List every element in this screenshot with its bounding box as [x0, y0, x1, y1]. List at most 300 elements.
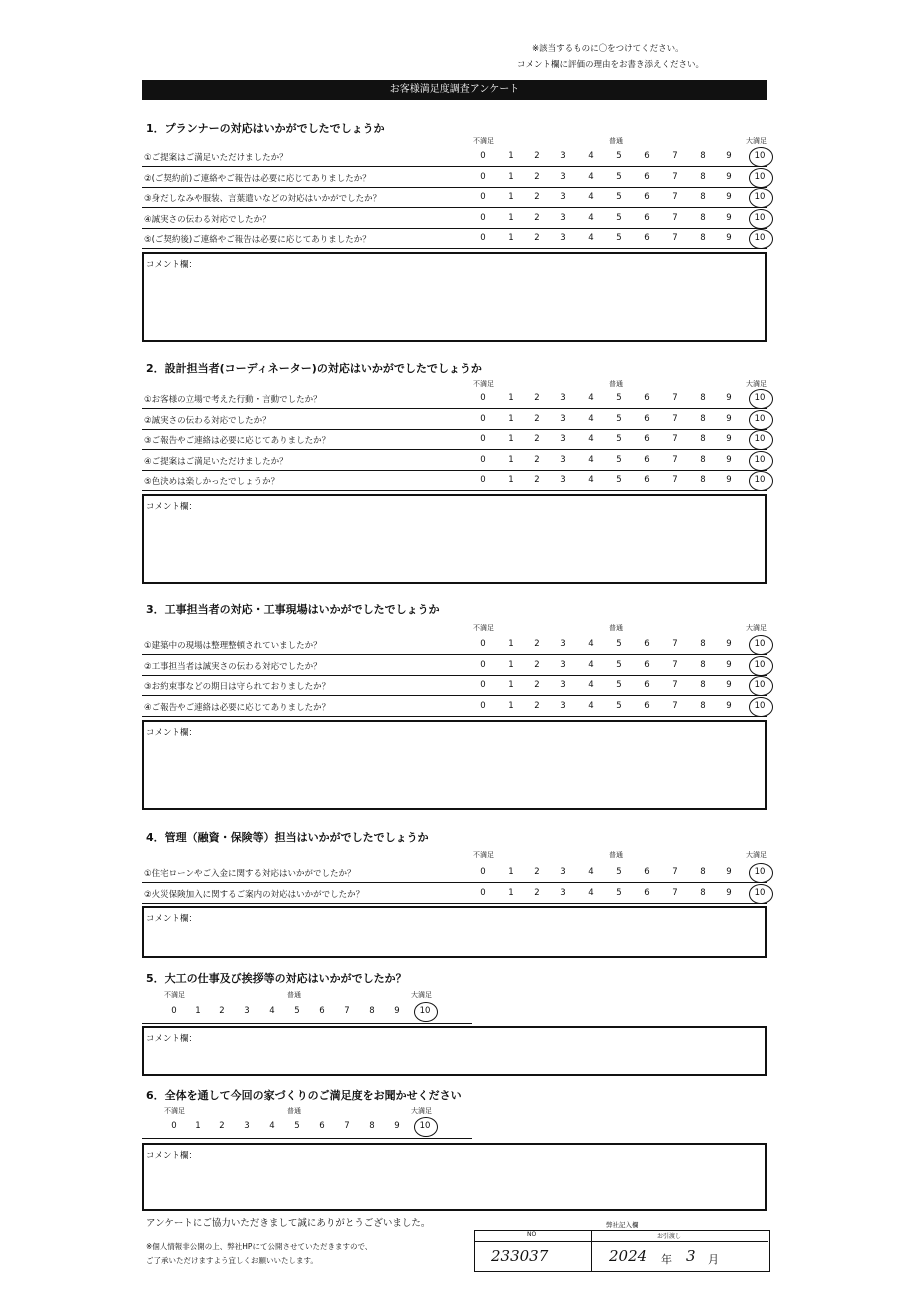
rating-option-8[interactable]: 8: [700, 454, 706, 465]
comment-box[interactable]: [142, 1026, 767, 1076]
rating-option-7[interactable]: 7: [672, 192, 678, 202]
rating-option-0[interactable]: 0: [480, 454, 486, 465]
rating-option-5[interactable]: 5: [616, 233, 622, 243]
question-row: [142, 411, 767, 430]
question-text: ①住宅ローンやご入金に関する対応はいかがでしたか？: [144, 869, 356, 879]
rating-option-1[interactable]: 1: [508, 233, 514, 243]
rating-option-0[interactable]: 0: [480, 680, 486, 690]
rating-option-5[interactable]: 5: [294, 1121, 300, 1131]
survey-number: 233037: [491, 1247, 549, 1265]
rating-option-2[interactable]: 2: [534, 393, 540, 403]
scale-underline: [142, 1138, 472, 1139]
question-text: ④ご報告やご連絡は必要に応じてありましたか？: [144, 702, 331, 713]
rating-option-1[interactable]: 1: [508, 475, 514, 485]
selected-rating-circle: [749, 676, 773, 696]
rating-option-6[interactable]: 6: [644, 171, 650, 182]
rating-option-9[interactable]: 9: [726, 680, 732, 690]
rating-option-3[interactable]: 3: [560, 212, 566, 223]
selected-rating-circle: [749, 410, 773, 430]
question-text: ③身だしなみや服装、言葉遣いなどの対応はいかがでしたか？: [144, 194, 382, 204]
selected-rating-circle: [414, 1117, 438, 1137]
rating-option-2[interactable]: 2: [534, 192, 540, 202]
comment-label: コメント欄：: [146, 502, 198, 512]
rating-option-5[interactable]: 5: [616, 639, 622, 649]
selected-rating-circle: [749, 229, 773, 249]
selected-rating-circle: [749, 697, 773, 717]
comment-box[interactable]: [142, 252, 767, 342]
rating-option-10[interactable]: 10: [754, 867, 766, 877]
office-use-box: [474, 1230, 770, 1272]
office-use-label: 弊社記入欄: [606, 1221, 639, 1229]
rating-option-3[interactable]: 3: [560, 434, 566, 444]
rating-option-3[interactable]: 3: [560, 171, 566, 182]
scale-high-label: 大満足: [746, 851, 767, 859]
rating-option-7[interactable]: 7: [672, 659, 678, 670]
rating-option-9[interactable]: 9: [726, 171, 732, 182]
comment-box[interactable]: [142, 1143, 767, 1211]
rating-option-3[interactable]: 3: [560, 233, 566, 243]
rating-option-6[interactable]: 6: [644, 454, 650, 465]
rating-option-10[interactable]: 10: [754, 700, 766, 711]
question-text: ④ご提案はご満足いただけましたか？: [144, 456, 288, 467]
rating-option-6[interactable]: 6: [644, 659, 650, 670]
handover-label: お引渡し: [657, 1233, 682, 1240]
question-text: ⑤(ご契約後)ご連絡やご報告は必要に応じてありましたか？: [144, 235, 371, 245]
question-row: [142, 390, 767, 409]
rating-option-5[interactable]: 5: [616, 192, 622, 202]
survey-title-bar: お客様満足度調査アンケート: [142, 80, 767, 100]
scale-high-label: 大満足: [411, 1107, 432, 1115]
rating-option-10[interactable]: 10: [754, 233, 766, 243]
selected-rating-circle: [749, 209, 773, 229]
question-text: ②工事担当者は誠実さの伝わる対応でしたか？: [144, 661, 322, 672]
rating-option-1[interactable]: 1: [508, 680, 514, 690]
rating-option-10[interactable]: 10: [754, 475, 766, 485]
scale-mid-label: 普通: [609, 851, 623, 859]
rating-option-1[interactable]: 1: [508, 212, 514, 223]
rating-option-6[interactable]: 6: [644, 233, 650, 243]
rating-option-7[interactable]: 7: [672, 233, 678, 243]
rating-option-7[interactable]: 7: [672, 680, 678, 690]
rating-option-4[interactable]: 4: [588, 454, 594, 465]
rating-option-5[interactable]: 5: [616, 212, 622, 223]
scale-low-label: 不満足: [473, 624, 494, 632]
rating-option-7[interactable]: 7: [672, 475, 678, 485]
rating-option-8[interactable]: 8: [700, 680, 706, 690]
rating-option-4[interactable]: 4: [588, 171, 594, 182]
rating-option-9[interactable]: 9: [726, 475, 732, 485]
rating-option-3[interactable]: 3: [560, 700, 566, 711]
rating-option-9[interactable]: 9: [726, 700, 732, 711]
question-row: [142, 210, 767, 229]
selected-rating-circle: [414, 1002, 438, 1022]
rating-option-6[interactable]: 6: [319, 1121, 325, 1131]
comment-box[interactable]: [142, 720, 767, 810]
rating-option-1[interactable]: 1: [508, 434, 514, 444]
question-text: ④誠実さの伝わる対応でしたか？: [144, 214, 271, 225]
selected-rating-circle: [749, 389, 773, 409]
rating-option-1[interactable]: 1: [508, 151, 514, 161]
scale-high-label: 大満足: [746, 624, 767, 632]
rating-option-1[interactable]: 1: [508, 659, 514, 670]
rating-option-7[interactable]: 7: [672, 171, 678, 182]
rating-option-1[interactable]: 1: [508, 887, 514, 898]
rating-option-2[interactable]: 2: [534, 475, 540, 485]
rating-option-0[interactable]: 0: [480, 233, 486, 243]
rating-option-2[interactable]: 2: [534, 151, 540, 161]
rating-option-8[interactable]: 8: [700, 475, 706, 485]
question-row: [142, 169, 767, 188]
comment-label: コメント欄：: [146, 1034, 198, 1044]
rating-option-5[interactable]: 5: [616, 171, 622, 182]
privacy-note-1: ※個人情報非公開の上、弊社HPにて公開させていただきますので、: [146, 1242, 373, 1251]
rating-option-5[interactable]: 5: [616, 700, 622, 711]
scale-high-label: 大満足: [746, 137, 767, 145]
question-row: [142, 636, 767, 655]
rating-option-6[interactable]: 6: [644, 475, 650, 485]
rating-option-8[interactable]: 8: [700, 413, 706, 424]
month-unit: 月: [708, 1253, 719, 1266]
comment-box[interactable]: [142, 906, 767, 958]
question-row: [142, 864, 767, 883]
rating-option-10[interactable]: 10: [754, 413, 766, 424]
rating-option-7[interactable]: 7: [672, 434, 678, 444]
comment-label: コメント欄：: [146, 914, 198, 924]
rating-option-6[interactable]: 6: [644, 680, 650, 690]
scale-mid-label: 普通: [609, 137, 623, 145]
rating-option-9[interactable]: 9: [726, 887, 732, 898]
selected-rating-circle: [749, 451, 773, 471]
rating-option-9[interactable]: 9: [726, 212, 732, 223]
rating-option-6[interactable]: 6: [644, 151, 650, 161]
rating-option-4[interactable]: 4: [588, 212, 594, 223]
rating-option-1[interactable]: 1: [508, 393, 514, 403]
rating-option-4[interactable]: 4: [588, 434, 594, 444]
rating-option-2[interactable]: 2: [534, 639, 540, 649]
question-row: [142, 452, 767, 471]
rating-option-8[interactable]: 8: [700, 700, 706, 711]
rating-option-5[interactable]: 5: [616, 475, 622, 485]
rating-option-4[interactable]: 4: [588, 887, 594, 898]
rating-option-1[interactable]: 1: [508, 867, 514, 877]
question-text: ⑤色決めは楽しかったでしょうか？: [144, 477, 280, 487]
rating-option-3[interactable]: 3: [560, 393, 566, 403]
question-row: [142, 885, 767, 904]
rating-option-10[interactable]: 10: [754, 434, 766, 444]
rating-option-4[interactable]: 4: [588, 393, 594, 403]
section-title: 6．全体を通して今回の家づくりのご満足度をお聞かせください: [146, 1089, 462, 1102]
question-text: ②(ご契約前)ご連絡やご報告は必要に応じてありましたか？: [144, 173, 371, 184]
question-row: [142, 657, 767, 676]
rating-option-8[interactable]: 8: [700, 887, 706, 898]
scale-low-label: 不満足: [473, 380, 494, 388]
rating-option-10[interactable]: 10: [754, 659, 766, 670]
rating-option-2[interactable]: 2: [534, 434, 540, 444]
rating-option-5[interactable]: 5: [294, 1006, 300, 1016]
question-text: ③お約束事などの期日は守られておりましたか？: [144, 682, 331, 692]
rating-option-8[interactable]: 8: [700, 171, 706, 182]
question-text: ①ご提案はご満足いただけましたか？: [144, 153, 288, 163]
rating-option-3[interactable]: 3: [244, 1006, 250, 1016]
handover-month: 3: [686, 1247, 696, 1265]
rating-option-7[interactable]: 7: [672, 454, 678, 465]
selected-rating-circle: [749, 863, 773, 883]
scale-mid-label: 普通: [609, 624, 623, 632]
section-title: 3．工事担当者の対応・工事現場はいかがでしたでしょうか: [146, 603, 440, 616]
selected-rating-circle: [749, 188, 773, 208]
handover-year: 2024: [609, 1247, 648, 1265]
rating-option-10[interactable]: 10: [754, 171, 766, 182]
rating-option-2[interactable]: 2: [534, 454, 540, 465]
rating-option-4[interactable]: 4: [269, 1121, 275, 1131]
rating-option-4[interactable]: 4: [588, 192, 594, 202]
rating-option-10[interactable]: 10: [754, 151, 766, 161]
rating-option-3[interactable]: 3: [560, 475, 566, 485]
rating-option-4[interactable]: 4: [588, 475, 594, 485]
rating-option-1[interactable]: 1: [508, 171, 514, 182]
rating-option-3[interactable]: 3: [560, 680, 566, 690]
rating-option-7[interactable]: 7: [672, 639, 678, 649]
selected-rating-circle: [749, 430, 773, 450]
rating-option-3[interactable]: 3: [244, 1121, 250, 1131]
rating-option-0[interactable]: 0: [480, 659, 486, 670]
comment-label: コメント欄：: [146, 260, 198, 270]
privacy-note-2: ご了承いただけますよう宜しくお願いいたします。: [146, 1256, 318, 1265]
rating-option-2[interactable]: 2: [219, 1121, 225, 1131]
rating-option-5[interactable]: 5: [616, 659, 622, 670]
rating-option-6[interactable]: 6: [644, 192, 650, 202]
rating-option-7[interactable]: 7: [672, 867, 678, 877]
instruction-note-1: ※該当するものに〇をつけてください。: [532, 44, 684, 54]
rating-option-1[interactable]: 1: [195, 1121, 201, 1131]
selected-rating-circle: [749, 471, 773, 491]
rating-option-8[interactable]: 8: [700, 192, 706, 202]
selected-rating-circle: [749, 147, 773, 167]
rating-option-9[interactable]: 9: [394, 1121, 400, 1131]
rating-option-6[interactable]: 6: [644, 434, 650, 444]
rating-option-10[interactable]: 10: [754, 454, 766, 465]
rating-option-5[interactable]: 5: [616, 454, 622, 465]
rating-option-4[interactable]: 4: [588, 659, 594, 670]
rating-option-5[interactable]: 5: [616, 887, 622, 898]
rating-option-3[interactable]: 3: [560, 151, 566, 161]
rating-option-5[interactable]: 5: [616, 393, 622, 403]
rating-option-10[interactable]: 10: [419, 1006, 431, 1016]
rating-option-0[interactable]: 0: [480, 413, 486, 424]
rating-option-6[interactable]: 6: [644, 700, 650, 711]
comment-label: コメント欄：: [146, 1151, 198, 1161]
rating-option-6[interactable]: 6: [644, 413, 650, 424]
rating-option-1[interactable]: 1: [195, 1006, 201, 1016]
stamp-column-divider: [591, 1231, 592, 1271]
rating-option-4[interactable]: 4: [588, 639, 594, 649]
rating-option-6[interactable]: 6: [319, 1006, 325, 1016]
rating-option-1[interactable]: 1: [508, 454, 514, 465]
rating-option-8[interactable]: 8: [369, 1006, 375, 1016]
rating-option-0[interactable]: 0: [480, 867, 486, 877]
rating-option-4[interactable]: 4: [588, 700, 594, 711]
rating-option-0[interactable]: 0: [480, 700, 486, 711]
rating-option-0[interactable]: 0: [480, 212, 486, 223]
rating-option-5[interactable]: 5: [616, 867, 622, 877]
rating-option-3[interactable]: 3: [560, 639, 566, 649]
rating-option-2[interactable]: 2: [534, 867, 540, 877]
rating-option-10[interactable]: 10: [754, 212, 766, 223]
rating-option-10[interactable]: 10: [754, 639, 766, 649]
section-title: 5．大工の仕事及び挨拶等の対応はいかがでしたか？: [146, 972, 407, 985]
rating-option-5[interactable]: 5: [616, 151, 622, 161]
scale-mid-label: 普通: [287, 1107, 301, 1115]
rating-option-10[interactable]: 10: [754, 680, 766, 690]
rating-option-3[interactable]: 3: [560, 867, 566, 877]
rating-option-7[interactable]: 7: [344, 1121, 350, 1131]
rating-option-4[interactable]: 4: [588, 413, 594, 424]
instruction-note-2: コメント欄に評価の理由をお書き添えください。: [517, 60, 705, 70]
question-row: [142, 230, 767, 249]
rating-option-3[interactable]: 3: [560, 454, 566, 465]
thanks-text: アンケートにご協力いただきまして誠にありがとうございました。: [146, 1218, 431, 1229]
rating-option-9[interactable]: 9: [726, 454, 732, 465]
question-text: ②誠実さの伝わる対応でしたか？: [144, 415, 271, 426]
rating-option-9[interactable]: 9: [726, 393, 732, 403]
section-title: 1．プランナーの対応はいかがでしたでしょうか: [146, 122, 385, 135]
rating-option-0[interactable]: 0: [480, 393, 486, 403]
rating-option-5[interactable]: 5: [616, 680, 622, 690]
rating-option-4[interactable]: 4: [588, 233, 594, 243]
rating-option-2[interactable]: 2: [534, 233, 540, 243]
rating-option-4[interactable]: 4: [588, 680, 594, 690]
scale-mid-label: 普通: [609, 380, 623, 388]
question-text: ②火災保険加入に関するご案内の対応はいかがでしたか？: [144, 889, 365, 900]
question-text: ③ご報告やご連絡は必要に応じてありましたか？: [144, 436, 331, 446]
rating-option-0[interactable]: 0: [480, 434, 486, 444]
rating-option-4[interactable]: 4: [588, 151, 594, 161]
rating-option-9[interactable]: 9: [394, 1006, 400, 1016]
rating-option-4[interactable]: 4: [269, 1006, 275, 1016]
rating-option-9[interactable]: 9: [726, 151, 732, 161]
rating-option-8[interactable]: 8: [700, 393, 706, 403]
rating-option-6[interactable]: 6: [644, 212, 650, 223]
selected-rating-circle: [749, 884, 773, 904]
rating-option-9[interactable]: 9: [726, 639, 732, 649]
rating-option-2[interactable]: 2: [534, 887, 540, 898]
rating-option-10[interactable]: 10: [754, 192, 766, 202]
rating-option-7[interactable]: 7: [672, 393, 678, 403]
rating-option-0[interactable]: 0: [480, 192, 486, 202]
rating-option-0[interactable]: 0: [480, 151, 486, 161]
rating-option-9[interactable]: 9: [726, 413, 732, 424]
rating-option-7[interactable]: 7: [672, 887, 678, 898]
section-title: 4．管理（融資・保険等）担当はいかがでしたでしょうか: [146, 831, 429, 844]
rating-option-9[interactable]: 9: [726, 434, 732, 444]
rating-option-2[interactable]: 2: [534, 212, 540, 223]
scale-low-label: 不満足: [164, 1107, 185, 1115]
rating-option-1[interactable]: 1: [508, 700, 514, 711]
rating-option-7[interactable]: 7: [672, 700, 678, 711]
rating-option-8[interactable]: 8: [369, 1121, 375, 1131]
rating-option-3[interactable]: 3: [560, 887, 566, 898]
rating-option-2[interactable]: 2: [534, 413, 540, 424]
rating-option-5[interactable]: 5: [616, 413, 622, 424]
rating-option-10[interactable]: 10: [754, 393, 766, 403]
rating-option-3[interactable]: 3: [560, 192, 566, 202]
selected-rating-circle: [749, 656, 773, 676]
rating-option-10[interactable]: 10: [419, 1121, 431, 1131]
rating-option-0[interactable]: 0: [171, 1006, 177, 1016]
scale-underline: [142, 1023, 472, 1024]
rating-option-9[interactable]: 9: [726, 233, 732, 243]
scale-mid-label: 普通: [287, 991, 301, 999]
rating-option-8[interactable]: 8: [700, 212, 706, 223]
rating-option-2[interactable]: 2: [534, 171, 540, 182]
comment-box[interactable]: [142, 494, 767, 584]
rating-option-2[interactable]: 2: [219, 1006, 225, 1016]
rating-option-8[interactable]: 8: [700, 233, 706, 243]
rating-option-0[interactable]: 0: [480, 475, 486, 485]
rating-option-8[interactable]: 8: [700, 151, 706, 161]
rating-option-4[interactable]: 4: [588, 867, 594, 877]
rating-option-0[interactable]: 0: [480, 639, 486, 649]
scale-high-label: 大満足: [411, 991, 432, 999]
rating-option-8[interactable]: 8: [700, 639, 706, 649]
rating-option-9[interactable]: 9: [726, 192, 732, 202]
scale-high-label: 大満足: [746, 380, 767, 388]
rating-option-0[interactable]: 0: [480, 171, 486, 182]
comment-label: コメント欄：: [146, 728, 198, 738]
question-row: [142, 431, 767, 450]
rating-option-3[interactable]: 3: [560, 659, 566, 670]
rating-option-0[interactable]: 0: [480, 887, 486, 898]
rating-option-2[interactable]: 2: [534, 680, 540, 690]
rating-option-6[interactable]: 6: [644, 887, 650, 898]
section-title: 2．設計担当者(コーディネーター)の対応はいかがでしたでしょうか: [146, 362, 482, 375]
selected-rating-circle: [749, 635, 773, 655]
rating-option-7[interactable]: 7: [672, 151, 678, 161]
rating-option-0[interactable]: 0: [171, 1121, 177, 1131]
stamp-header-divider: [475, 1241, 768, 1242]
rating-option-1[interactable]: 1: [508, 192, 514, 202]
rating-option-10[interactable]: 10: [754, 887, 766, 898]
rating-option-1[interactable]: 1: [508, 413, 514, 424]
rating-option-5[interactable]: 5: [616, 434, 622, 444]
rating-option-8[interactable]: 8: [700, 867, 706, 877]
rating-option-3[interactable]: 3: [560, 413, 566, 424]
scale-low-label: 不満足: [164, 991, 185, 999]
year-unit: 年: [661, 1253, 672, 1266]
question-text: ①お客様の立場で考えた行動・言動でしたか？: [144, 395, 322, 405]
question-row: [142, 472, 767, 491]
scale-low-label: 不満足: [473, 137, 494, 145]
rating-option-2[interactable]: 2: [534, 700, 540, 711]
rating-option-8[interactable]: 8: [700, 659, 706, 670]
rating-option-8[interactable]: 8: [700, 434, 706, 444]
rating-option-1[interactable]: 1: [508, 639, 514, 649]
rating-option-2[interactable]: 2: [534, 659, 540, 670]
question-row: [142, 189, 767, 208]
question-row: [142, 148, 767, 167]
rating-option-9[interactable]: 9: [726, 867, 732, 877]
rating-option-7[interactable]: 7: [344, 1006, 350, 1016]
rating-option-7[interactable]: 7: [672, 212, 678, 223]
rating-option-6[interactable]: 6: [644, 639, 650, 649]
question-row: [142, 677, 767, 696]
selected-rating-circle: [749, 168, 773, 188]
rating-option-9[interactable]: 9: [726, 659, 732, 670]
rating-option-6[interactable]: 6: [644, 867, 650, 877]
rating-option-7[interactable]: 7: [672, 413, 678, 424]
rating-option-6[interactable]: 6: [644, 393, 650, 403]
no-label: NO: [527, 1231, 537, 1238]
